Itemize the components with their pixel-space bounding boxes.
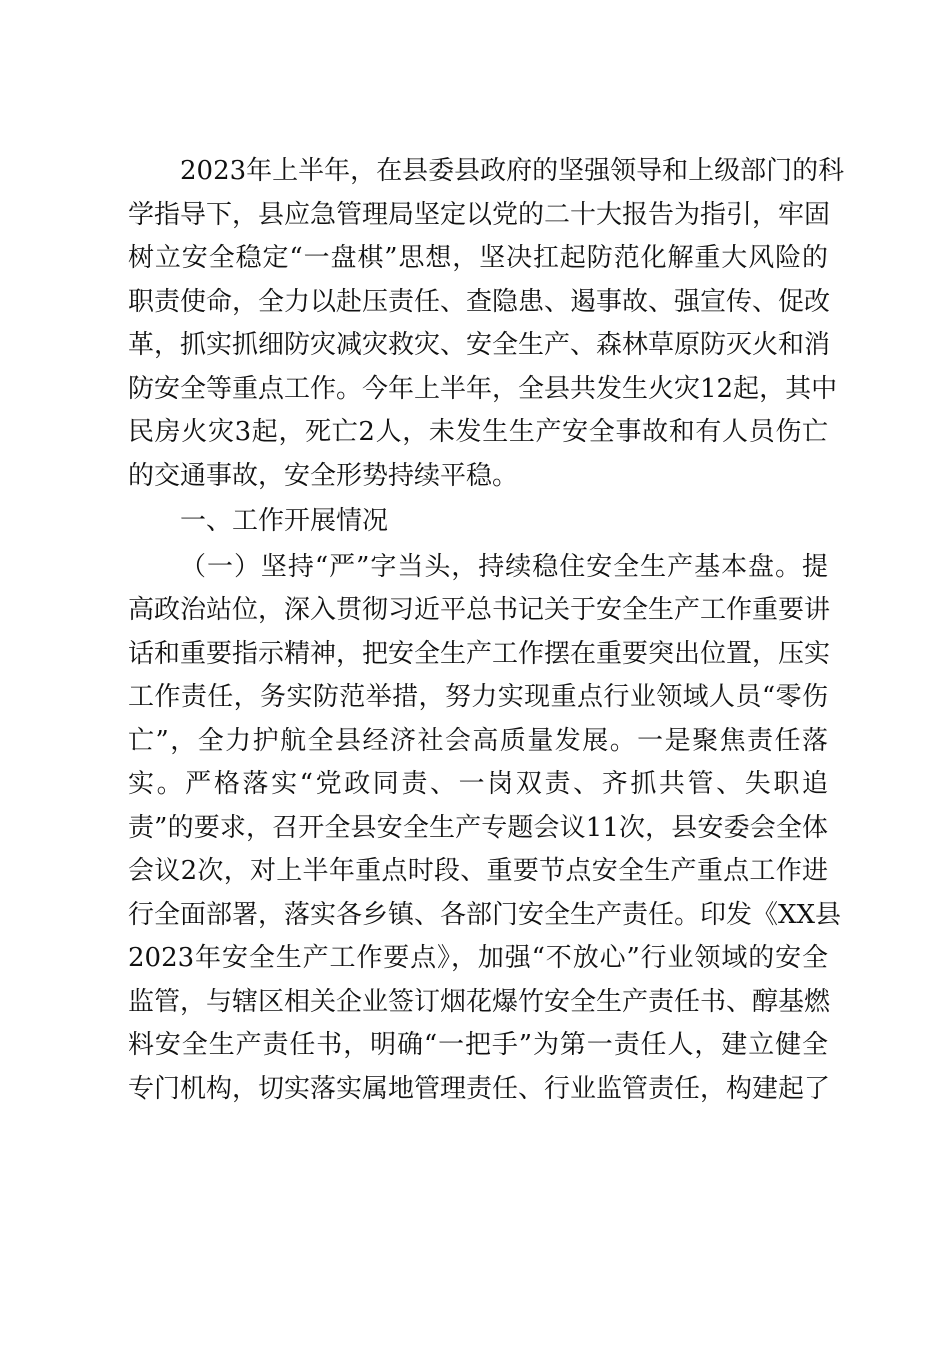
text-line: 树立安全稳定“一盘棋”思想，坚决扛起防范化解重大风险的 <box>128 243 828 273</box>
text-line: 行全面部署，落实各乡镇、各部门安全生产责任。印发《XX县 <box>128 899 842 930</box>
text-line: （一）坚持“严”字当头，持续稳住安全生产基本盘。提 <box>180 551 828 582</box>
text-line: 的交通事故，安全形势持续平稳。 <box>128 460 519 491</box>
paragraph-intro <box>128 150 845 498</box>
text-line: 职责使命，全力以赴压责任、查隐患、遏事故、强宣传、促改 <box>128 286 831 317</box>
text-line: 防安全等重点工作。今年上半年，全县共发生火灾12起，其中 <box>128 373 838 404</box>
document-body <box>128 150 845 1111</box>
text-line: 民房火灾3起，死亡2人，未发生生产安全事故和有人员伤亡 <box>128 417 828 447</box>
paragraph-section-1 <box>128 546 842 1112</box>
text-line: 会议2次，对上半年重点时段、重要节点安全生产重点工作进 <box>128 856 828 886</box>
text-line: 专门机构，切实落实属地管理责任、行业监管责任，构建起了 <box>128 1073 831 1104</box>
text-line: 学指导下，县应急管理局坚定以党的二十大报告为指引，牢固 <box>128 199 831 230</box>
text-line: 工作责任，务实防范举措，努力实现重点行业领域人员“零伤 <box>128 682 828 712</box>
text-line: 责”的要求，召开全县安全生产专题会议11次，县安委会全体 <box>128 812 828 843</box>
text-line: 革，抓实抓细防灾减灾救灾、安全生产、森林草原防灭火和消 <box>128 330 831 360</box>
section-heading: 一、工作开展情况 <box>180 506 389 536</box>
text-line: 2023年上半年，在县委县政府的坚强领导和上级部门的科 <box>180 156 845 186</box>
text-line: 亡”，全力护航全县经济社会高质量发展。一是聚焦责任落 <box>128 725 828 756</box>
text-line: 实。严格落实“党政同责、一岗双责、齐抓共管、失职追 <box>128 769 828 799</box>
text-line: 话和重要指示精神，把安全生产工作摆在重要突出位置，压实 <box>128 638 831 669</box>
text-line: 监管，与辖区相关企业签订烟花爆竹安全生产责任书、醇基燃 <box>128 986 831 1017</box>
text-line: 2023年安全生产工作要点》，加强“不放心”行业领域的安全 <box>128 943 828 973</box>
text-line: 高政治站位，深入贯彻习近平总书记关于安全生产工作重要讲 <box>128 595 831 625</box>
text-line: 料安全生产责任书，明确“一把手”为第一责任人，建立健全 <box>128 1030 828 1060</box>
